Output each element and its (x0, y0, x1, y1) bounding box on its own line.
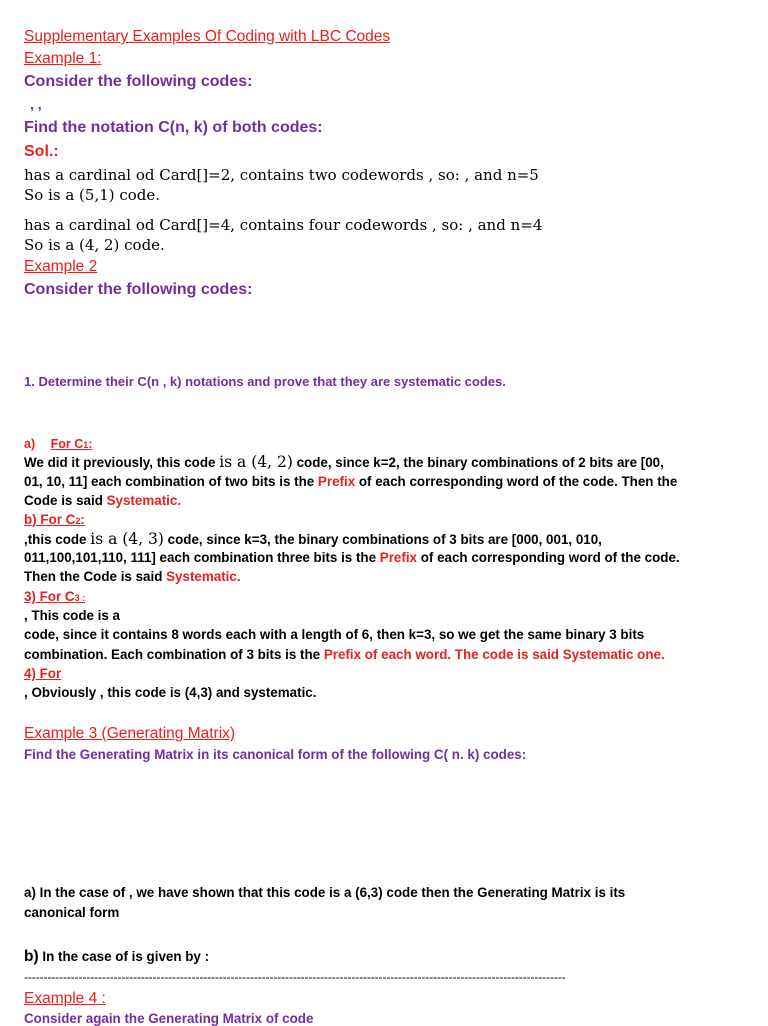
part-c-colon: : (79, 593, 86, 603)
example-1-line-2: So is a (5,1) code. (24, 186, 161, 204)
part-b-line-1 (24, 530, 602, 548)
part-d-line-1: , Obviously , this code is (4,3) and systematic. (24, 685, 317, 700)
part-b-for-text: b) For C (24, 512, 76, 527)
part-c-line-3 (24, 647, 665, 662)
part-a-line-2-post: of each corresponding word of the code. Then the (355, 474, 678, 489)
part-b-line-2 (24, 550, 680, 565)
part-c-sub: 3 (74, 593, 80, 603)
example-2-heading: Example 2 (24, 258, 98, 275)
part-b-sub: 2 (75, 516, 81, 526)
part-a-prefix-word: Prefix (317, 474, 356, 489)
example-3-part-b (24, 948, 209, 966)
part-b-line-2-post: of each corresponding word of the code. (417, 550, 680, 565)
example-1-consider: Consider the following codes: (24, 73, 253, 90)
part-b-line-1-post: code, since k=3, the binary combinations of 3 bits are [000, 001, 010, (163, 532, 602, 547)
part-b-label-text (24, 512, 85, 527)
section-divider: ------------------------------------------------------------------------------------------------------------------------------------------- (24, 970, 566, 984)
example-1-heading: Example 1: (24, 50, 102, 67)
part-a-letter: a) (24, 437, 36, 451)
example-3-part-b-label: b) (24, 948, 39, 965)
example-3-part-b-text: In the case of is given by : (38, 949, 210, 964)
part-a-for (51, 437, 93, 451)
part-a-line-3-pre: Code is said (24, 493, 107, 508)
part-c-label (24, 589, 85, 604)
part-b-systematic-word: Systematic. (166, 569, 241, 584)
part-a-line-1-post: code, since k=2, the binary combinations of 2 bits are [00, (292, 455, 664, 470)
part-b-line-1-notation: is a (4, 3) (90, 530, 164, 548)
example-1-commas: , , (30, 96, 42, 112)
example-2-consider: Consider the following codes: (24, 281, 253, 298)
example-3-part-a-line-2: canonical form (24, 905, 120, 920)
part-c-label-text (24, 589, 85, 604)
part-b-label (24, 512, 85, 527)
part-a-colon: : (88, 437, 93, 451)
part-c-line-2: code, since it contains 8 words each with a length of 6, then k=3, so we get the same binary 3 bits (24, 627, 645, 642)
example-3-part-a-line-1: a) In the case of , we have shown that this code is a (6,3) code then the Generating Matrix is its (24, 885, 626, 900)
example-2-question-1: 1. Determine their C(n , k) notations and prove that they are systematic codes. (24, 374, 506, 389)
part-b-line-3 (24, 569, 241, 584)
part-a-sub: 1 (83, 440, 89, 450)
part-b-colon: : (80, 512, 85, 527)
part-d-label: 4) For (24, 666, 62, 681)
part-c-line-1: , This code is a (24, 608, 120, 623)
part-c-line-3-pre: combination. Each combination of 3 bits is the (24, 647, 324, 662)
part-a-line-2 (24, 474, 677, 489)
part-a-line-2-pre: 01, 10, 11] each combination of two bits is the (24, 474, 318, 489)
document-title: Supplementary Examples Of Coding with LBC Codes (24, 28, 391, 45)
example-4-consider: Consider again the Generating Matrix of code (24, 1011, 314, 1026)
example-3-heading: Example 3 (Generating Matrix) (24, 725, 236, 742)
part-a-line-1 (24, 453, 664, 471)
example-1-line-1: has a cardinal od Card[]=2, contains two codewords , so: , and n=5 (24, 166, 539, 184)
example-1-sol: Sol.: (24, 143, 59, 160)
part-a-line-1-notation: is a (4, 2) (219, 453, 293, 471)
part-c-line-3-red: Prefix of each word. The code is said Systematic one. (323, 647, 665, 662)
part-b-prefix-word: Prefix (379, 550, 417, 565)
part-a-label (24, 437, 92, 451)
part-b-line-3-pre: Then the Code is said (24, 569, 167, 584)
example-1-find: Find the notation C(n, k) of both codes: (24, 119, 323, 136)
example-1-line-4: So is a (4, 2) code. (24, 236, 165, 254)
example-1-line-3: has a cardinal od Card[]=4, contains four codewords , so: , and n=4 (24, 216, 543, 234)
part-a-line-3 (24, 493, 181, 508)
part-b-line-2-pre: 011,100,101,110, 111] each combination three bits is the (24, 550, 380, 565)
example-4-heading: Example 4 : (24, 990, 106, 1007)
part-a-systematic-word: Systematic. (106, 493, 182, 508)
part-a-line-1-pre: We did it previously, this code (24, 455, 220, 470)
part-a-for-text: For C (50, 437, 84, 451)
example-3-find: Find the Generating Matrix in its canonical form of the following C( n. k) codes: (24, 747, 527, 762)
part-c-for-text: 3) For C (24, 589, 75, 604)
part-b-line-1-pre: ,this code (24, 532, 91, 547)
